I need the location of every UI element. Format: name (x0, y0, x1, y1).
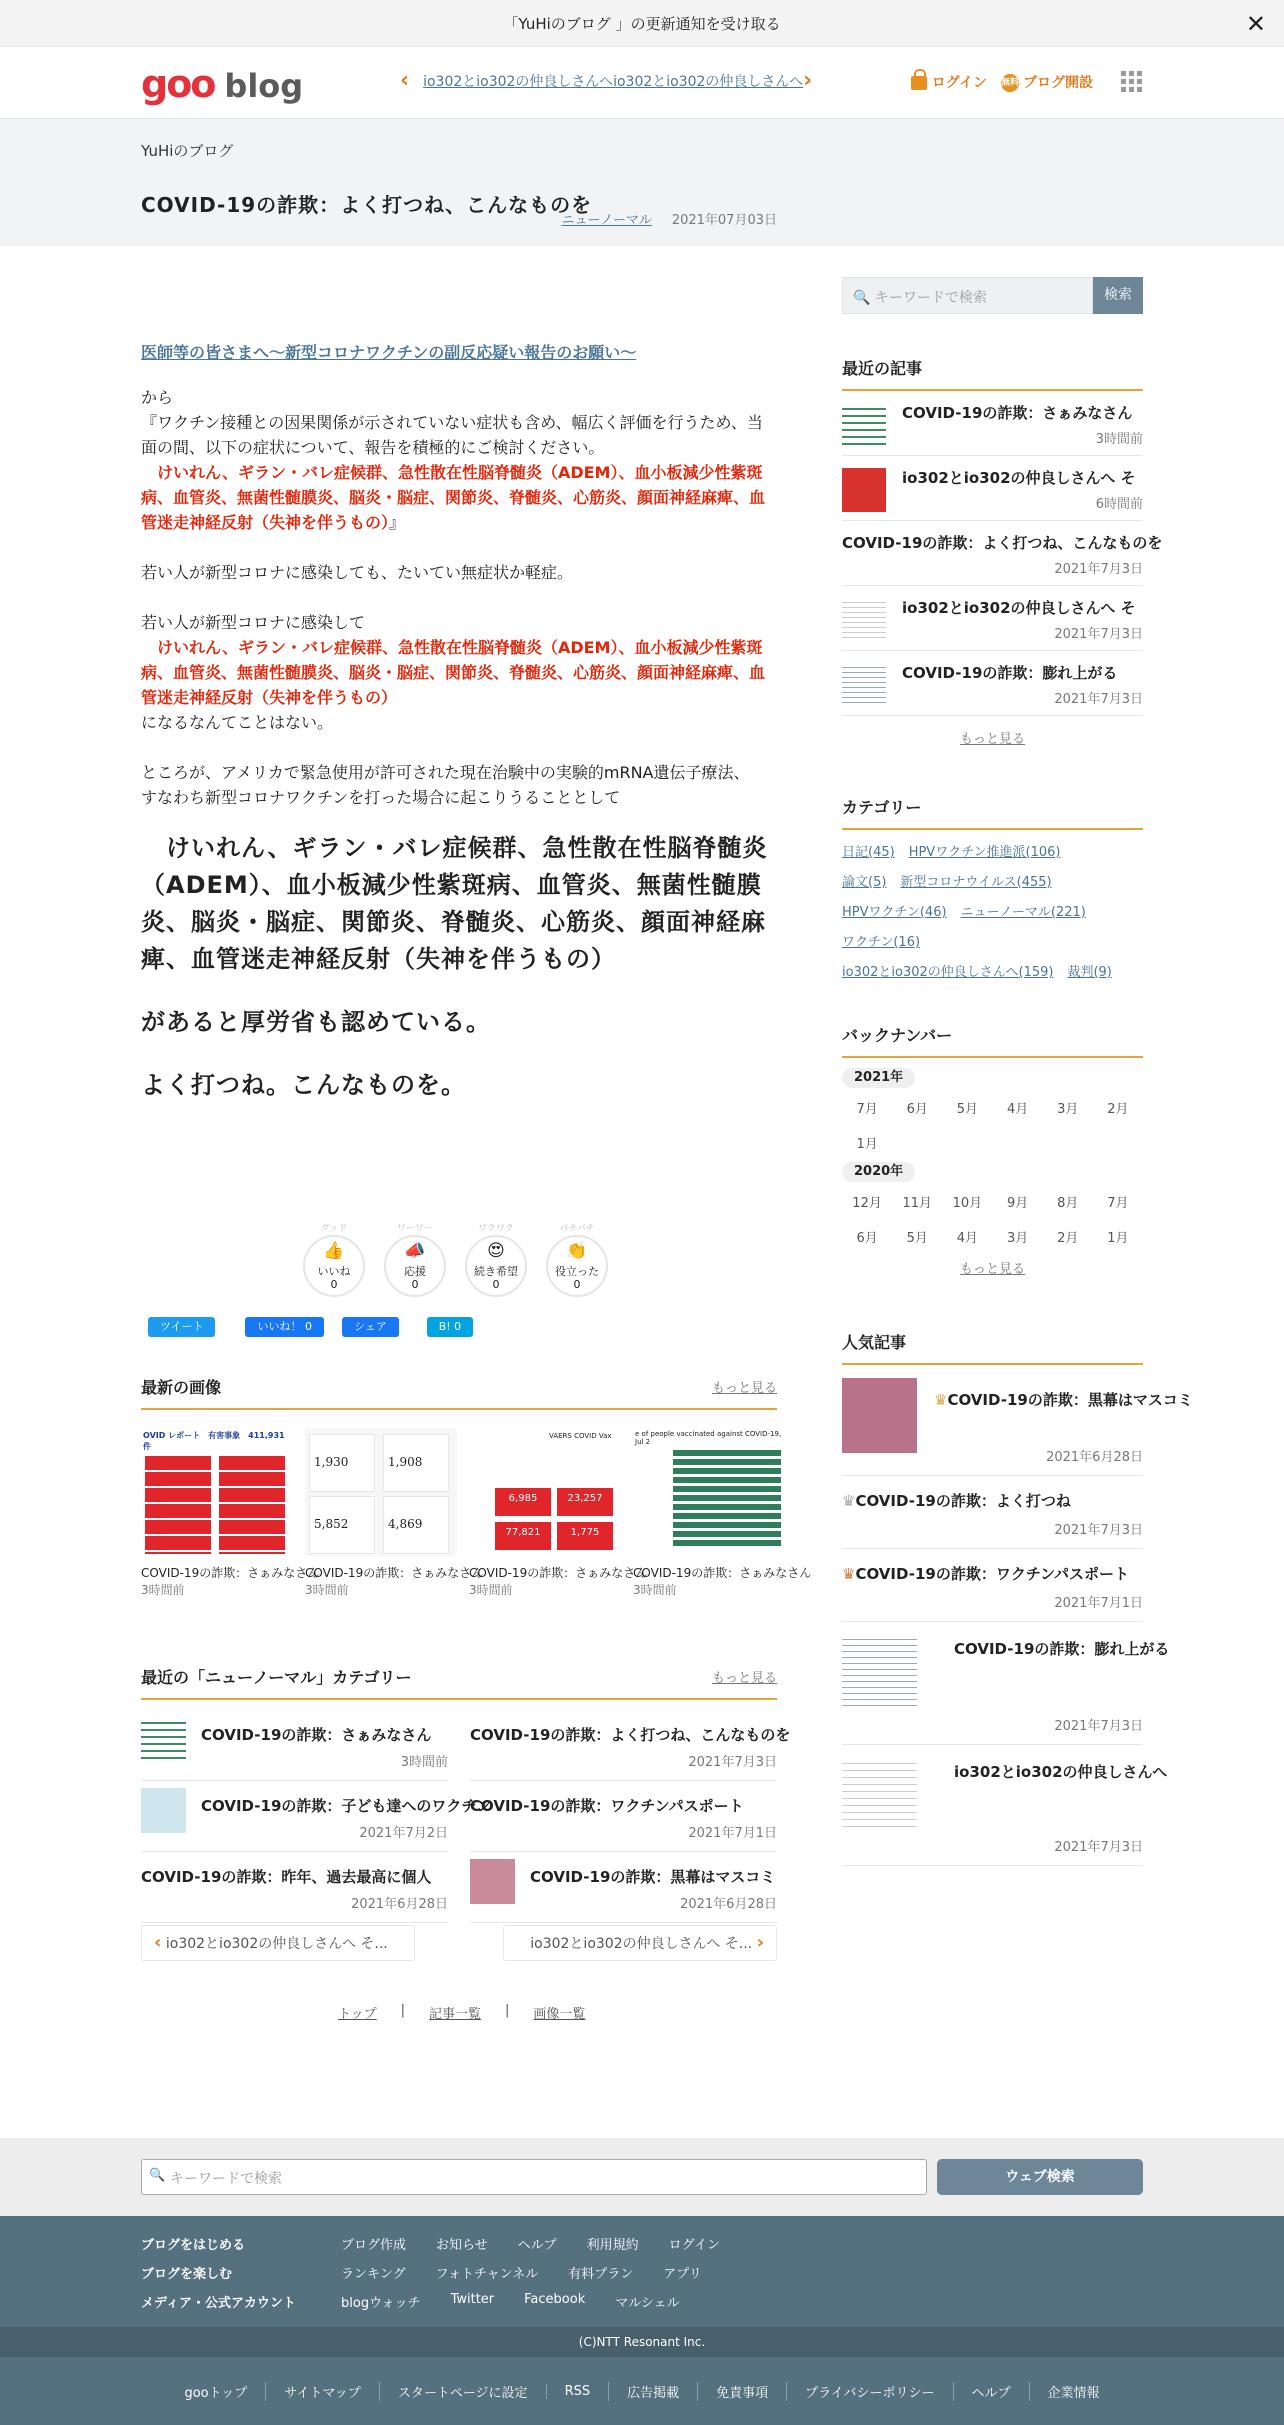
latest-images-title (141, 1375, 777, 1410)
reaction-name: 役立った (555, 1265, 599, 1278)
prev-article-label: io302とio302の仲良しさんへ そ... (165, 1936, 388, 1952)
free-badge-icon: 無料 (1001, 74, 1019, 92)
footer-link[interactable]: 利用規約 (586, 2238, 639, 2253)
chevron-right-icon[interactable]: › (803, 68, 813, 93)
list-item[interactable] (842, 1622, 1170, 1745)
thumb-text: OVID レポート 有害事象 411,931件 (143, 1431, 285, 1451)
search-placeholder: キーワードで検索 (874, 290, 987, 306)
footer-link[interactable]: ブログ作成 (341, 2238, 407, 2253)
image-item[interactable] (633, 1428, 812, 1598)
thumb-text: VAERS COVID Vax (549, 1432, 612, 1440)
site-header (0, 47, 1284, 119)
share-buttons (148, 1317, 473, 1337)
image-time: 3時間前 (633, 1583, 677, 1597)
next-article-label: io302とio302の仲良しさんへ そ... (530, 1936, 753, 1952)
copyright: (C)NTT Resonant Inc. (0, 2327, 1284, 2357)
sidebar-search-button[interactable]: 検索 (1093, 277, 1143, 314)
article-title[interactable]: COVID-19の詐欺：子ども達へのワクチン (201, 1797, 491, 1815)
month-link[interactable]: 3月 (1057, 1102, 1079, 1117)
article-title: COVID-19の詐欺：よく打つね、こんなものを (141, 193, 593, 217)
chevron-left-icon[interactable]: ‹ (400, 68, 410, 93)
image-time: 3時間前 (305, 1583, 349, 1597)
article-thumb[interactable] (842, 1378, 917, 1453)
sidebar-search (842, 277, 1143, 314)
web-search-input[interactable] (141, 2159, 927, 2195)
open-blog-label: ブログ開設 (1023, 74, 1093, 91)
article-category-link[interactable]: ニューノーマル (561, 213, 652, 228)
category-title: カテゴリー (842, 795, 1143, 830)
footer-link[interactable]: Facebook (524, 2292, 586, 2307)
month-link[interactable]: 8月 (1057, 1196, 1079, 1211)
article-thumb[interactable] (842, 403, 886, 447)
article-body (141, 340, 777, 1104)
article-date: 2021年7月2日 (359, 1826, 448, 1841)
footer-heading: ブログをはじめる (141, 2238, 246, 2253)
reaction-cheer[interactable] (384, 1224, 446, 1297)
image-thumb-4[interactable] (633, 1428, 785, 1556)
footer-link[interactable]: ランキング (341, 2267, 406, 2282)
list-item[interactable] (141, 1852, 448, 1923)
article-title[interactable]: COVID-19の詐欺：ワクチンパスポート (855, 1565, 1130, 1583)
thumb-text: 1,908 (383, 1434, 449, 1492)
crown-icon: ♛ (842, 1492, 856, 1510)
recent-title: 最近の記事 (842, 356, 1143, 391)
article-thumb[interactable] (842, 1634, 917, 1709)
big-statement-1: があると厚労省も認めている。 (141, 1008, 491, 1036)
article-title[interactable]: COVID-19の詐欺：さぁみなさん (902, 404, 1133, 422)
popular-articles (842, 1330, 1193, 1866)
category-link[interactable]: 日記(45) (842, 845, 895, 860)
paragraph-4 (141, 760, 777, 810)
reaction-label: ワーワー (396, 1224, 433, 1234)
footer-link[interactable]: ログイン (668, 2238, 721, 2253)
year-label: 2021年 (842, 1068, 915, 1088)
category-recent-title (141, 1665, 777, 1700)
login-label: ログイン (931, 74, 987, 91)
article-title[interactable]: COVID-19の詐欺：膨れ上がる (954, 1640, 1170, 1658)
article-thumb[interactable] (842, 1757, 917, 1832)
login-button[interactable] (911, 72, 987, 92)
more-link[interactable]: もっと見る (711, 1381, 777, 1396)
close-icon[interactable]: ✕ (1245, 10, 1266, 38)
footer-row-enjoy (141, 2263, 732, 2282)
text-p3b: になるなんてことはない。 (141, 713, 334, 732)
month-link[interactable]: 1月 (856, 1137, 878, 1152)
article-nav (400, 68, 813, 93)
list-item[interactable] (141, 1710, 448, 1781)
category-link[interactable]: ニューノーマル(221) (960, 905, 1086, 920)
image-caption[interactable]: COVID-19の詐欺：さぁみなさん (305, 1566, 484, 1580)
article-title[interactable]: COVID-19の詐欺：よく打つね (855, 1492, 1071, 1510)
month-link[interactable]: 3月 (1006, 1231, 1029, 1246)
category-link[interactable]: ワクチン(16) (842, 935, 921, 950)
month-list-2020 (842, 1192, 1143, 1246)
article-title[interactable]: COVID-19の詐欺：黒幕はマスコミ (530, 1868, 776, 1886)
article-thumb[interactable] (842, 598, 886, 642)
backnumber-title: バックナンバー (842, 1023, 1143, 1058)
article-date: 2021年7月1日 (688, 1826, 777, 1841)
footer-link[interactable]: マルシェル (615, 2296, 680, 2311)
image-thumb-1[interactable] (141, 1428, 293, 1556)
article-date: 2021年07月03日 (671, 213, 777, 228)
month-link[interactable]: 11月 (902, 1196, 933, 1211)
category-list (141, 1710, 791, 1923)
list-item[interactable] (470, 1781, 777, 1852)
article-title[interactable]: io302とio302の仲良しさんへ (954, 1763, 1168, 1781)
popular-title: 人気記事 (842, 1330, 1143, 1365)
tweet-button[interactable]: ツイート (148, 1317, 215, 1337)
image-list-link[interactable]: 画像一覧 (533, 2007, 586, 2022)
footer-link[interactable]: 広告掲載 (608, 2382, 697, 2401)
footer-links (0, 2357, 1284, 2425)
article-title[interactable]: COVID-19の詐欺：よく打つね、こんなものを (470, 1726, 791, 1744)
site-footer (0, 2216, 1284, 2327)
bottom-search (0, 2138, 1284, 2216)
paragraph-2: 若い人が新型コロナに感染しても、たいてい無症状か軽症。 (141, 563, 574, 582)
reference-link[interactable]: 医師等の皆さまへ～新型コロナワクチンの副反応疑い報告のお願い～ (141, 343, 637, 362)
facebook-like-button[interactable]: いいね！ 0 (245, 1317, 324, 1337)
prev-article-button[interactable] (141, 1925, 415, 1961)
reaction-label: パチパチ (559, 1224, 595, 1234)
notification-bar[interactable] (0, 0, 1284, 47)
list-item[interactable] (842, 1476, 1143, 1549)
article-thumb[interactable] (141, 1788, 186, 1833)
month-link[interactable]: 12月 (852, 1196, 882, 1211)
list-item[interactable] (470, 1710, 791, 1781)
list-item[interactable] (842, 456, 1143, 521)
year-label: 2020年 (842, 1162, 915, 1182)
footer-heading: メディア・公式アカウント (141, 2296, 296, 2311)
reaction-count: 0 (330, 1278, 338, 1291)
article-meta (561, 209, 777, 228)
footer-link[interactable]: プライバシーポリシー (786, 2382, 952, 2401)
reaction-count: 0 (492, 1278, 500, 1291)
article-thumb[interactable] (141, 1717, 186, 1762)
image-list (141, 1428, 812, 1598)
symptom-list-red-2: けいれん、ギラン・バレ症候群、急性散在性脳脊髄炎（ADEM）、血小板減少性紫斑病、血管炎、無菌性髄膜炎、脳炎・脳症、関節炎、脊髄炎、心筋炎、顔面神経麻痺、血管迷走神経反射（失神を伴うもの） (141, 638, 766, 707)
article-title[interactable]: COVID-19の詐欺：よく打つね、こんなものを (842, 534, 1163, 552)
crown-icon: ♛ (934, 1391, 948, 1409)
reaction-name: 続き希望 (474, 1265, 518, 1278)
footer-link[interactable]: アプリ (663, 2267, 702, 2282)
footer-link[interactable]: gooトップ (184, 2385, 248, 2401)
category-links (842, 838, 1143, 988)
article-date: 2021年7月1日 (1054, 1596, 1143, 1611)
list-item[interactable] (842, 1745, 1168, 1866)
article-date: 2021年6月28日 (680, 1897, 777, 1912)
logo-blog[interactable]: blog (224, 67, 304, 105)
footer-link[interactable]: RSS (546, 2384, 609, 2399)
search-icon: 🔍 (149, 2168, 166, 2183)
month-list-2021 (842, 1098, 1143, 1152)
image-item[interactable] (141, 1428, 320, 1598)
footer-link[interactable]: サイトマップ (265, 2382, 379, 2401)
article-title[interactable]: io302とio302の仲良しさんへ そ (902, 599, 1136, 617)
footer-heading: ブログを楽しむ (141, 2267, 233, 2282)
prev-article-link[interactable]: io302とio302の仲良しさんへ (423, 74, 614, 90)
footer-link[interactable]: フォトチャンネル (435, 2267, 539, 2282)
footer-row-start (141, 2234, 750, 2253)
thumb-text: 6,985 (495, 1488, 551, 1516)
image-time: 3時間前 (469, 1583, 513, 1597)
reaction-buttons (303, 1224, 608, 1297)
article-title[interactable]: COVID-19の詐欺：黒幕はマスコミ (947, 1391, 1193, 1409)
reaction-count: 0 (411, 1278, 419, 1291)
big-symptom-list: けいれん、ギラン・バレ症候群、急性散在性脳脊髄炎（ADEM）、血小板減少性紫斑病、血管炎、無菌性髄膜炎、脳炎・脳症、関節炎、脊髄炎、心筋炎、顔面神経麻痺、血管迷走神経反射（失神を伴うもの） (141, 834, 768, 973)
apps-grid-icon[interactable] (1121, 71, 1142, 92)
article-date: 2021年7月3日 (1054, 1719, 1143, 1734)
bottom-links: トップ | 記事一覧 | 画像一覧 (338, 2003, 586, 2022)
article-title[interactable]: COVID-19の詐欺：さぁみなさん (201, 1726, 432, 1744)
sidebar-search-input[interactable] (842, 277, 1093, 314)
article-date: 2021年7月3日 (1054, 1523, 1143, 1538)
month-link[interactable]: 7月 (1107, 1196, 1129, 1211)
notification-text[interactable]: 「YuHiのブログ 」の更新通知を受け取る (503, 14, 781, 33)
text-quote: 『ワクチン接種との因果関係が示されていない症状も含め、幅広く評価を行うため、当面の間、以下の症状について、報告を積極的にご検討ください。 (141, 413, 763, 457)
thumb-text: 23,257 (557, 1488, 613, 1516)
reaction-label: グッド (320, 1224, 348, 1234)
month-link[interactable]: 7月 (856, 1102, 878, 1117)
month-link[interactable]: 5月 (956, 1102, 979, 1117)
article-title[interactable]: COVID-19の詐欺：ワクチンパスポート (470, 1797, 744, 1815)
category-link[interactable]: 論文(5) (842, 875, 887, 890)
footer-link[interactable]: お知らせ (436, 2238, 488, 2253)
image-caption[interactable]: COVID-19の詐欺：さぁみなさん (469, 1566, 648, 1580)
article-thumb[interactable] (842, 663, 886, 707)
text-p3a: 若い人が新型コロナに感染して (141, 613, 366, 632)
reaction-good[interactable] (303, 1224, 365, 1297)
category-list-sidebar (842, 795, 1143, 988)
image-item[interactable] (469, 1428, 648, 1598)
thumbs-up-icon: 👍 (323, 1241, 345, 1261)
category-link[interactable]: 新型コロナウイルス(455) (900, 875, 1052, 890)
list-item[interactable] (842, 391, 1143, 456)
reaction-useful[interactable] (546, 1224, 608, 1297)
top-link[interactable]: トップ (338, 2007, 377, 2022)
reaction-name: 応援 (404, 1265, 426, 1278)
backnumber (842, 1023, 1143, 1277)
footer-link[interactable]: スタートページに設定 (379, 2382, 546, 2401)
month-link[interactable]: 2月 (1057, 1231, 1079, 1246)
article-date: 2021年6月28日 (351, 1897, 448, 1912)
article-list-link[interactable]: 記事一覧 (429, 2007, 482, 2022)
article-date: 2021年7月3日 (1054, 692, 1143, 707)
paragraph-1 (141, 385, 777, 535)
footer-link[interactable]: ヘルプ (953, 2382, 1029, 2401)
footer-link[interactable]: blogウォッチ (341, 2296, 421, 2311)
article-date: 3時間前 (400, 1755, 448, 1770)
list-item[interactable] (141, 1781, 491, 1852)
article-header-band (0, 119, 1284, 246)
list-item[interactable] (842, 521, 1163, 586)
open-blog-button[interactable] (1001, 72, 1093, 92)
goo-blog-logo[interactable] (141, 62, 304, 106)
list-item[interactable] (842, 651, 1143, 716)
thumb-text: 1,930 (309, 1434, 375, 1492)
category-link[interactable]: HPVワクチン推進派(106) (908, 845, 1061, 860)
text-quote-end: 』 (389, 513, 406, 532)
image-time: 3時間前 (141, 1583, 185, 1597)
list-item[interactable] (470, 1852, 777, 1923)
next-article-link[interactable]: io302とio302の仲良しさんへ (613, 74, 804, 90)
blog-name[interactable]: YuHiのブログ (141, 142, 234, 160)
image-caption[interactable]: COVID-19の詐欺：さぁみなさん (141, 1566, 320, 1580)
footer-link[interactable]: ヘルプ (517, 2238, 557, 2253)
month-link[interactable]: 4月 (956, 1231, 979, 1246)
search-placeholder: キーワードで検索 (170, 2171, 282, 2187)
thumb-text: e of people vaccinated against COVID-19, Jul 2 (635, 1430, 782, 1446)
image-thumb-2[interactable] (305, 1428, 457, 1556)
megaphone-icon: 📣 (404, 1241, 426, 1261)
more-link[interactable]: もっと見る (711, 1671, 777, 1686)
header-actions (911, 71, 1142, 92)
hatena-button[interactable]: B! 0 (427, 1317, 473, 1337)
month-link[interactable]: 10月 (952, 1196, 983, 1211)
text-p4b: すなわち新型コロナワクチンを打った場合に起こりうることとして (141, 788, 621, 807)
recent-more-link[interactable]: もっと見る (959, 732, 1025, 747)
category-recent-section (141, 1665, 791, 1923)
chevron-right-icon: › (756, 1932, 764, 1953)
crown-icon: ♛ (842, 1565, 856, 1583)
thumb-text: 77,821 (495, 1522, 551, 1550)
month-link[interactable]: 1月 (1107, 1231, 1129, 1246)
month-link[interactable]: 6月 (906, 1102, 928, 1117)
thumb-text: 5,852 (309, 1496, 375, 1554)
web-search-button[interactable]: ウェブ検索 (937, 2159, 1143, 2195)
chevron-left-icon: ‹ (154, 1932, 162, 1953)
latest-images-section (141, 1375, 812, 1598)
clap-icon: 👏 (566, 1241, 588, 1261)
article-thumb[interactable] (842, 468, 886, 512)
thumb-text: 1,775 (557, 1522, 613, 1550)
month-link[interactable]: 6月 (856, 1231, 878, 1246)
category-link[interactable]: 裁判(9) (1067, 965, 1112, 980)
article-date: 3時間前 (1095, 432, 1143, 447)
search-icon: 🔍 (853, 290, 871, 306)
article-date: 2021年7月3日 (1054, 562, 1143, 577)
article-title[interactable]: COVID-19の詐欺：膨れ上がる (902, 664, 1118, 682)
article-date: 6時間前 (1095, 497, 1143, 512)
heart-eyes-icon: 😍 (487, 1241, 505, 1261)
month-link[interactable]: 2月 (1107, 1102, 1129, 1117)
article-thumb[interactable] (470, 1859, 515, 1904)
footer-link[interactable]: Twitter (450, 2292, 495, 2307)
lock-icon (911, 76, 927, 90)
recent-articles (842, 356, 1163, 747)
section-heading: 最新の画像 (141, 1378, 222, 1397)
reaction-name: いいね (317, 1265, 351, 1278)
paragraph-3 (141, 610, 777, 735)
article-date: 2021年7月3日 (688, 1755, 777, 1770)
text-p4a: ところが、アメリカで緊急使用が許可された現在治験中の実験的mRNA遺伝子療法、 (141, 763, 750, 782)
article-date: 2021年7月3日 (1054, 627, 1143, 642)
symptom-list-red: けいれん、ギラン・バレ症候群、急性散在性脳脊髄炎（ADEM）、血小板減少性紫斑病、血管炎、無菌性髄膜炎、脳炎・脳症、関節炎、脊髄炎、心筋炎、顔面神経麻痺、血管迷走神経反射（失神を伴うもの） (141, 463, 766, 532)
next-article-button[interactable] (503, 1925, 777, 1961)
article-title[interactable]: io302とio302の仲良しさんへ そ (902, 469, 1136, 487)
footer-row-media (141, 2292, 710, 2311)
image-thumb-3[interactable] (469, 1428, 621, 1556)
list-item[interactable] (842, 1549, 1143, 1622)
month-link[interactable]: 5月 (906, 1231, 928, 1246)
article-date: 2021年6月28日 (1046, 1450, 1143, 1465)
category-link[interactable]: io302とio302の仲良しさんへ(159) (842, 965, 1054, 980)
footer-link[interactable]: 免責事項 (697, 2382, 786, 2401)
month-link[interactable]: 4月 (1006, 1102, 1029, 1117)
reaction-excited[interactable] (465, 1224, 527, 1297)
thumb-text: 4,869 (383, 1496, 449, 1554)
month-link[interactable]: 9月 (1006, 1196, 1029, 1211)
article-date: 2021年7月3日 (1054, 1840, 1143, 1855)
facebook-share-button[interactable]: シェア (342, 1317, 399, 1337)
article-title[interactable]: COVID-19の詐欺：昨年、過去最高に個人 (141, 1868, 432, 1886)
section-heading: 最近の「ニューノーマル」カテゴリー (141, 1668, 412, 1687)
list-item[interactable] (842, 586, 1143, 651)
backnumber-more-link[interactable]: もっと見る (959, 1262, 1025, 1277)
text-from: から (141, 388, 174, 407)
list-item[interactable] (842, 1365, 1193, 1476)
big-statement-2: よく打つね。こんなものを。 (141, 1071, 466, 1099)
reaction-count: 0 (573, 1278, 581, 1291)
footer-link[interactable]: 有料プラン (568, 2267, 634, 2282)
reaction-label: ワクワク (477, 1224, 514, 1234)
image-item[interactable] (305, 1428, 484, 1598)
image-caption[interactable]: COVID-19の詐欺：さぁみなさん (633, 1566, 812, 1580)
footer-link[interactable]: 企業情報 (1029, 2382, 1118, 2401)
logo-goo[interactable]: goo (141, 62, 215, 106)
category-link[interactable]: HPVワクチン(46) (842, 905, 947, 920)
